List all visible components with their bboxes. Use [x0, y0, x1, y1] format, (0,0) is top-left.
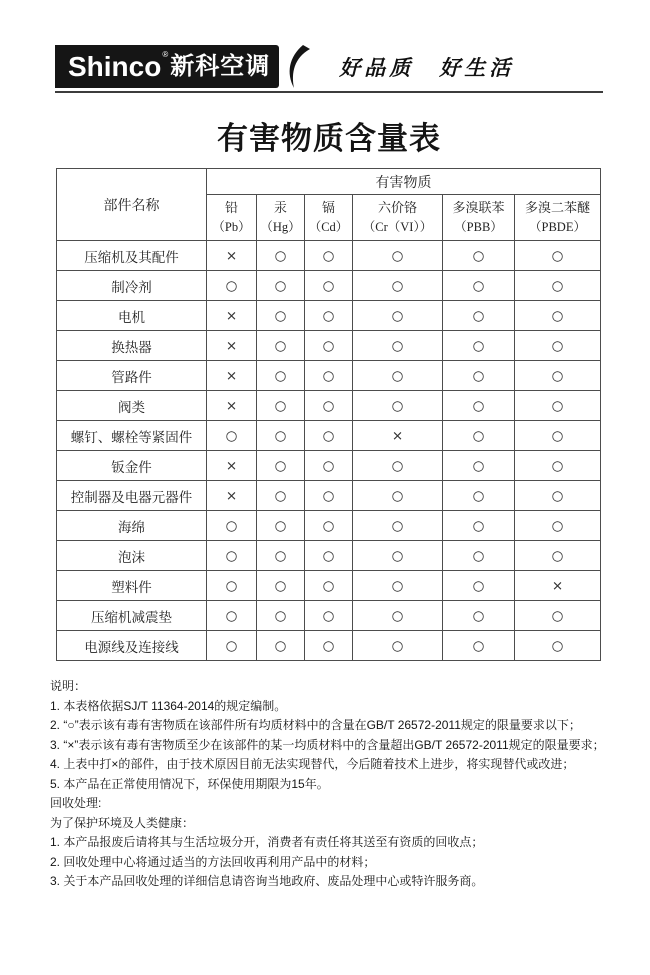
brand-slogan: 好品质 好生活 [339, 54, 515, 80]
substance-column-header [257, 195, 305, 241]
mark-cell: ○ [257, 631, 305, 661]
mark-cell: ○ [515, 451, 601, 481]
header-divider [55, 91, 603, 93]
substance-symbol: （Pb） [212, 219, 251, 234]
mark-cell: ○ [443, 391, 515, 421]
mark-cell: ○ [443, 331, 515, 361]
substance-column-header [353, 195, 443, 241]
mark-cell: ○ [207, 271, 257, 301]
substance-symbol: （Hg） [260, 219, 301, 234]
logo-crescent-icon [284, 45, 311, 88]
part-name-cell: 电源线及连接线 [57, 631, 207, 661]
mark-cell: ○ [353, 481, 443, 511]
mark-cell: ○ [207, 541, 257, 571]
substances-header-cell: 有害物质 [207, 169, 601, 195]
table-row [57, 631, 601, 661]
part-name-cell: 控制器及电器元器件 [57, 481, 207, 511]
table-row [57, 571, 601, 601]
mark-cell: ○ [257, 331, 305, 361]
mark-cell: ○ [443, 571, 515, 601]
mark-cell: × [207, 241, 257, 271]
recycle-note-line: 3. 关于本产品回收处理的详细信息请咨询当地政府、废品处理中心或特许服务商。 [50, 874, 484, 888]
table-row [57, 481, 601, 511]
substance-column-header [305, 195, 353, 241]
part-name-cell: 塑料件 [57, 571, 207, 601]
mark-cell: ○ [515, 271, 601, 301]
substance-name: 六价铬 [377, 200, 417, 216]
mark-cell: ○ [353, 361, 443, 391]
mark-cell: × [207, 481, 257, 511]
mark-cell: × [207, 361, 257, 391]
part-name-cell: 制冷剂 [57, 271, 207, 301]
mark-cell: ○ [353, 631, 443, 661]
mark-cell: ○ [305, 631, 353, 661]
part-name-cell: 压缩机及其配件 [57, 241, 207, 271]
mark-cell: ○ [353, 541, 443, 571]
mark-cell: ○ [443, 541, 515, 571]
mark-cell: ○ [305, 331, 353, 361]
mark-cell: ○ [515, 481, 601, 511]
part-name-cell: 阀类 [57, 391, 207, 421]
mark-cell: ○ [257, 451, 305, 481]
mark-cell: ○ [353, 571, 443, 601]
notes-heading: 说明： [50, 679, 87, 693]
substance-column-header [207, 195, 257, 241]
registered-trademark-icon: ® [162, 50, 169, 59]
mark-cell: ○ [305, 361, 353, 391]
mark-cell: ○ [257, 301, 305, 331]
mark-cell: ○ [207, 511, 257, 541]
table-row [57, 391, 601, 421]
mark-cell: ○ [257, 421, 305, 451]
mark-cell: ○ [207, 631, 257, 661]
mark-cell: ○ [257, 271, 305, 301]
mark-cell: ○ [515, 541, 601, 571]
part-name-cell: 螺钉、螺栓等紧固件 [57, 421, 207, 451]
table-row [57, 421, 601, 451]
page-title: 有害物质含量表 [217, 121, 441, 156]
mark-cell: ○ [353, 601, 443, 631]
mark-cell: ○ [515, 241, 601, 271]
mark-cell: ○ [443, 451, 515, 481]
mark-cell: × [207, 301, 257, 331]
table-row [57, 241, 601, 271]
mark-cell: ○ [443, 241, 515, 271]
recycle-list [50, 833, 614, 892]
brand-header [55, 45, 514, 88]
substance-symbol: （Cr（VI）） [362, 219, 433, 234]
mark-cell: ○ [257, 481, 305, 511]
mark-cell: × [207, 451, 257, 481]
note-line: 5. 本产品在正常使用情况下，环保使用期限为15年。 [50, 776, 329, 791]
mark-cell: ○ [515, 511, 601, 541]
mark-cell: ○ [257, 541, 305, 571]
table-row [57, 271, 601, 301]
mark-cell: ○ [305, 571, 353, 601]
mark-cell: ○ [305, 541, 353, 571]
brand-wordmark-cn: 新科空调 [170, 52, 271, 80]
recycle-note-line: 1. 本产品报废后请将其与生活垃圾分开，消费者有责任将其送至有资质的回收点； [50, 835, 484, 849]
note-line: 1. 本表格依据SJ/T 11364-2014的规定编制。 [50, 698, 287, 713]
table-row [57, 511, 601, 541]
mark-cell: ○ [257, 391, 305, 421]
mark-cell: ○ [305, 451, 353, 481]
mark-cell: ○ [305, 301, 353, 331]
mark-cell: ○ [353, 391, 443, 421]
mark-cell: ○ [257, 511, 305, 541]
table-row [57, 541, 601, 571]
mark-cell: ○ [353, 451, 443, 481]
mark-cell: ○ [305, 421, 353, 451]
mark-cell: ○ [257, 361, 305, 391]
part-name-cell: 泡沫 [57, 541, 207, 571]
table-row [57, 361, 601, 391]
mark-cell: × [515, 571, 601, 601]
mark-cell: ○ [443, 301, 515, 331]
part-name-cell: 海绵 [57, 511, 207, 541]
mark-cell: ○ [207, 601, 257, 631]
substance-symbol: （PBB） [454, 219, 503, 234]
mark-cell: ○ [515, 301, 601, 331]
mark-cell: × [207, 391, 257, 421]
mark-cell: ○ [443, 511, 515, 541]
mark-cell: ○ [515, 631, 601, 661]
mark-cell: ○ [443, 361, 515, 391]
mark-cell: ○ [443, 631, 515, 661]
mark-cell: ○ [353, 301, 443, 331]
mark-cell: ○ [257, 241, 305, 271]
substance-table-body [57, 241, 601, 661]
mark-cell: ○ [515, 331, 601, 361]
mark-cell: ○ [515, 391, 601, 421]
part-name-cell: 电机 [57, 301, 207, 331]
mark-cell: × [353, 421, 443, 451]
mark-cell: ○ [443, 601, 515, 631]
substance-symbol: （Cd） [308, 219, 349, 234]
note-line: 3. “×”表示该有毒有害物质至少在该部件的某一均质材料中的含量超出GB/T 26572-2011规定的限量要求； [50, 737, 605, 752]
part-name-header-cell: 部件名称 [57, 169, 207, 241]
mark-cell: ○ [353, 241, 443, 271]
substance-name: 多溴联苯 [452, 200, 505, 216]
recycle-intro: 为了保护环境及人类健康： [50, 815, 195, 830]
mark-cell: × [207, 331, 257, 361]
mark-cell: ○ [305, 391, 353, 421]
mark-cell: ○ [353, 511, 443, 541]
table-header [57, 169, 601, 241]
table-row [57, 331, 601, 361]
mark-cell: ○ [305, 271, 353, 301]
mark-cell: ○ [305, 241, 353, 271]
substance-column-header [515, 195, 601, 241]
substance-name: 汞 [273, 200, 287, 216]
mark-cell: ○ [305, 481, 353, 511]
mark-cell: ○ [207, 421, 257, 451]
mark-cell: ○ [257, 571, 305, 601]
mark-cell: ○ [207, 571, 257, 601]
table-header-row-1 [57, 169, 601, 195]
substance-table [56, 168, 601, 661]
table-row [57, 451, 601, 481]
substance-symbol: （PBDE） [529, 219, 586, 234]
note-line: 4. 上表中打×的部件，由于技术原因目前无法实现替代，今后随着技术上进步，将实现替代或改进； [50, 757, 575, 771]
mark-cell: ○ [353, 331, 443, 361]
mark-cell: ○ [515, 361, 601, 391]
brand-logo-bar [55, 45, 279, 88]
mark-cell: ○ [305, 511, 353, 541]
part-name-cell: 换热器 [57, 331, 207, 361]
recycle-heading: 回收处理: [50, 796, 102, 810]
substance-column-header [443, 195, 515, 241]
part-name-cell: 管路件 [57, 361, 207, 391]
substance-name: 镉 [321, 200, 335, 216]
mark-cell: ○ [443, 421, 515, 451]
table-row [57, 301, 601, 331]
mark-cell: ○ [515, 601, 601, 631]
notes-section [50, 677, 614, 892]
mark-cell: ○ [443, 481, 515, 511]
substance-name: 铅 [224, 200, 238, 216]
table-row [57, 601, 601, 631]
mark-cell: ○ [353, 271, 443, 301]
part-name-cell: 压缩机减震垫 [57, 601, 207, 631]
recycle-note-line: 2. 回收处理中心将通过适当的方法回收再利用产品中的材料； [50, 854, 376, 869]
substance-name: 多溴二苯醚 [524, 200, 590, 216]
mark-cell: ○ [305, 601, 353, 631]
notes-list [50, 697, 614, 795]
mark-cell: ○ [257, 601, 305, 631]
mark-cell: ○ [443, 271, 515, 301]
mark-cell: ○ [515, 421, 601, 451]
note-line: 2. “○”表示该有毒有害物质在该部件所有均质材料中的含量在GB/T 26572-2011规定的限量要求以下； [50, 718, 581, 732]
brand-wordmark-en: Shinco [68, 50, 162, 82]
part-name-cell: 钣金件 [57, 451, 207, 481]
